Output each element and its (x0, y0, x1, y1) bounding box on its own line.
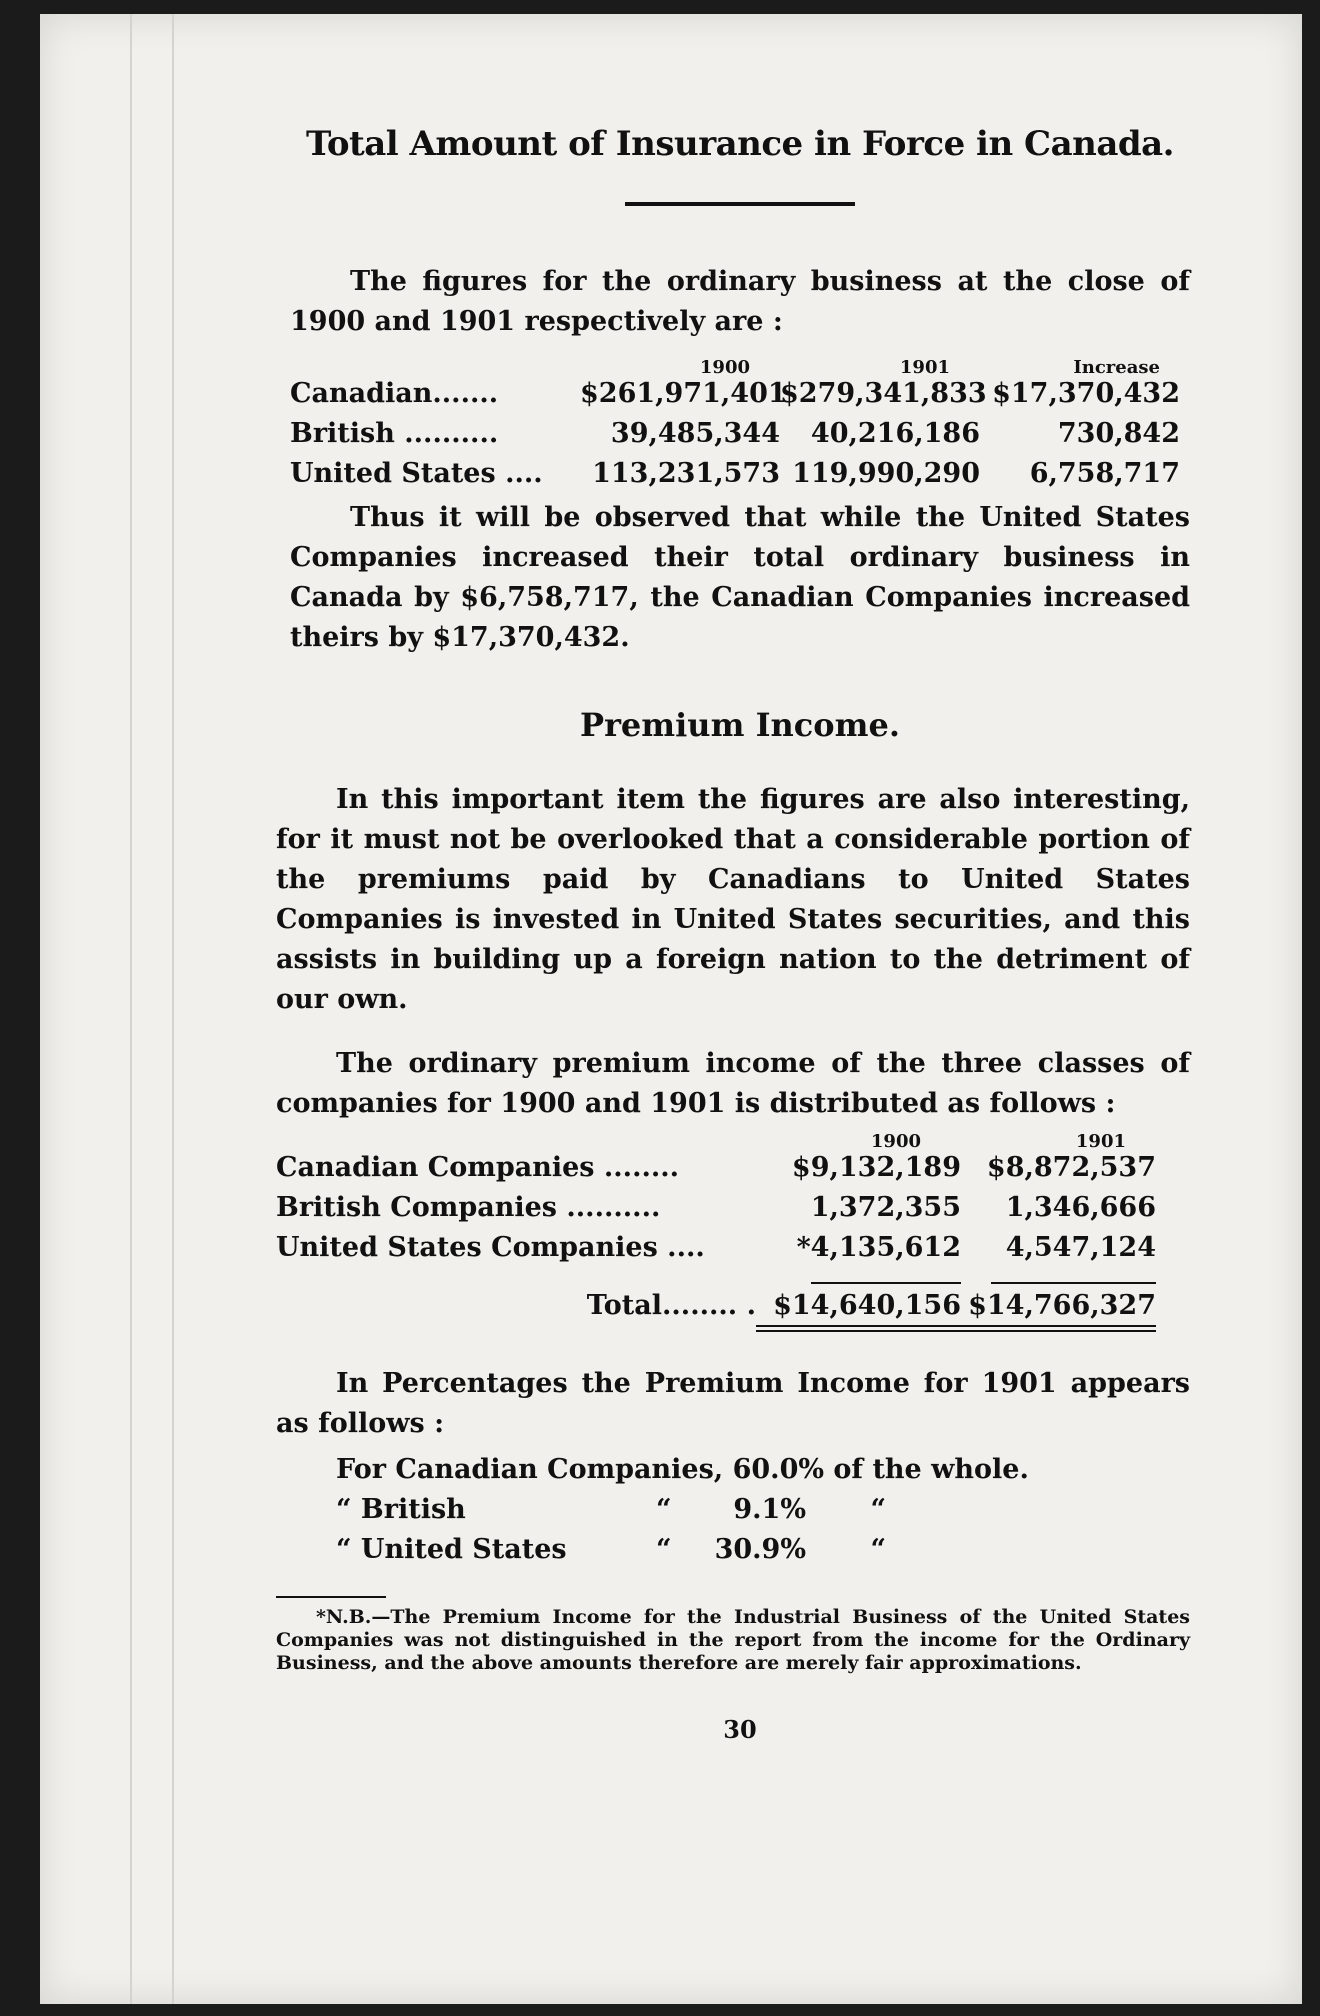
row-label: British .......... (290, 418, 499, 449)
percentage-list (336, 1450, 1190, 1570)
percentage-value: 30.9% (714, 1534, 806, 1565)
observation-paragraph: Thus it will be observed that while the United States Companies increased their total ordinary business in Canada by $6,758,717, the Canadian Companies increased theirs by $17,370,432. (290, 502, 1190, 653)
premium-paragraph: In this important item the figures are also interesting, for it must not be overlooked that a considerable portion of the premiums paid by Canadians to United States Companies is invested in United States securities, and this assists in building up a foreign nation to the detriment of our own. (276, 784, 1190, 1015)
percentage-paragraph: In Percentages the Premium Income for 1901 appears as follows : (276, 1368, 1190, 1439)
total-label: Total........ . (586, 1290, 756, 1321)
value-1901: 4,547,124 (1005, 1232, 1156, 1263)
title-rule (625, 202, 855, 206)
table-header (276, 1124, 1156, 1152)
value-1900: 39,485,344 (610, 418, 780, 449)
table-row (276, 1152, 1156, 1192)
percentage-row (336, 1530, 1190, 1570)
value-1901: $8,872,537 (986, 1152, 1156, 1183)
value-1900: 113,231,573 (592, 458, 780, 489)
ditto-mark: “ (656, 1534, 672, 1565)
total-1901: $14,766,327 (961, 1290, 1156, 1332)
table-header (290, 350, 1190, 378)
header-1901: 1901 (899, 357, 950, 378)
value-1901: $279,341,833 (780, 378, 987, 409)
value-1900: 1,372,355 (810, 1192, 961, 1223)
row-label: “ United States (336, 1534, 567, 1565)
premium-table (276, 1124, 1156, 1342)
value-increase: $17,370,432 (992, 378, 1180, 409)
intro-paragraph: The figures for the ordinary business at the close of 1900 and 1901 respectively are : (290, 266, 1190, 337)
header-1900: 1900 (870, 1131, 921, 1152)
header-increase: Increase (1073, 357, 1160, 378)
distribution-paragraph: The ordinary premium income of the three classes of companies for 1900 and 1901 is distributed as follows : (276, 1048, 1190, 1119)
page-fold-line (130, 14, 132, 2004)
header-1900: 1900 (699, 357, 750, 378)
row-label: Canadian....... (290, 378, 499, 409)
row-label: British Companies .......... (276, 1192, 661, 1223)
row-label: United States Companies .... (276, 1232, 705, 1263)
row-label: Canadian Companies ........ (276, 1152, 680, 1183)
page-number: 30 (723, 1715, 757, 1744)
table-row (276, 1192, 1156, 1232)
table-row (290, 458, 1190, 498)
ditto-mark: “ (870, 1534, 886, 1565)
percentage-row (336, 1490, 1190, 1530)
row-label: United States .... (290, 458, 543, 489)
table-row (276, 1232, 1156, 1272)
row-label: “ British (336, 1494, 466, 1525)
page (40, 14, 1302, 2004)
ditto-mark: “ (870, 1494, 886, 1525)
insurance-table (290, 350, 1190, 498)
value-1900: $261,971,401 (580, 378, 787, 409)
table-row (290, 378, 1190, 418)
header-1901: 1901 (1075, 1131, 1126, 1152)
value-1901: 1,346,666 (1005, 1192, 1156, 1223)
value-1900: *4,135,612 (796, 1232, 961, 1263)
value-increase: 6,758,717 (1029, 458, 1180, 489)
footnote-rule (276, 1596, 386, 1598)
sum-rule (276, 1282, 1156, 1284)
footnote: *N.B.—The Premium Income for the Industrial Business of the United States Companies was not distinguished in the report from the income for the Ordinary Business, and the above amounts therefore are merely fair approximations. (276, 1606, 1190, 1674)
page-fold-line (172, 14, 174, 2004)
percentage-row: For Canadian Companies, 60.0% of the whole. (336, 1454, 1029, 1485)
total-1900: $14,640,156 (756, 1290, 961, 1332)
total-row (276, 1290, 1156, 1342)
percentage-value: 9.1% (733, 1494, 806, 1525)
table-row (290, 418, 1190, 458)
value-increase: 730,842 (1057, 418, 1180, 449)
section-title: Premium Income. (580, 706, 900, 744)
page-title: Total Amount of Insurance in Force in Canada. (305, 124, 1174, 164)
ditto-mark: “ (656, 1494, 672, 1525)
value-1901: 119,990,290 (792, 458, 980, 489)
value-1901: 40,216,186 (810, 418, 980, 449)
value-1900: $9,132,189 (791, 1152, 961, 1183)
document-body (276, 124, 1190, 1744)
